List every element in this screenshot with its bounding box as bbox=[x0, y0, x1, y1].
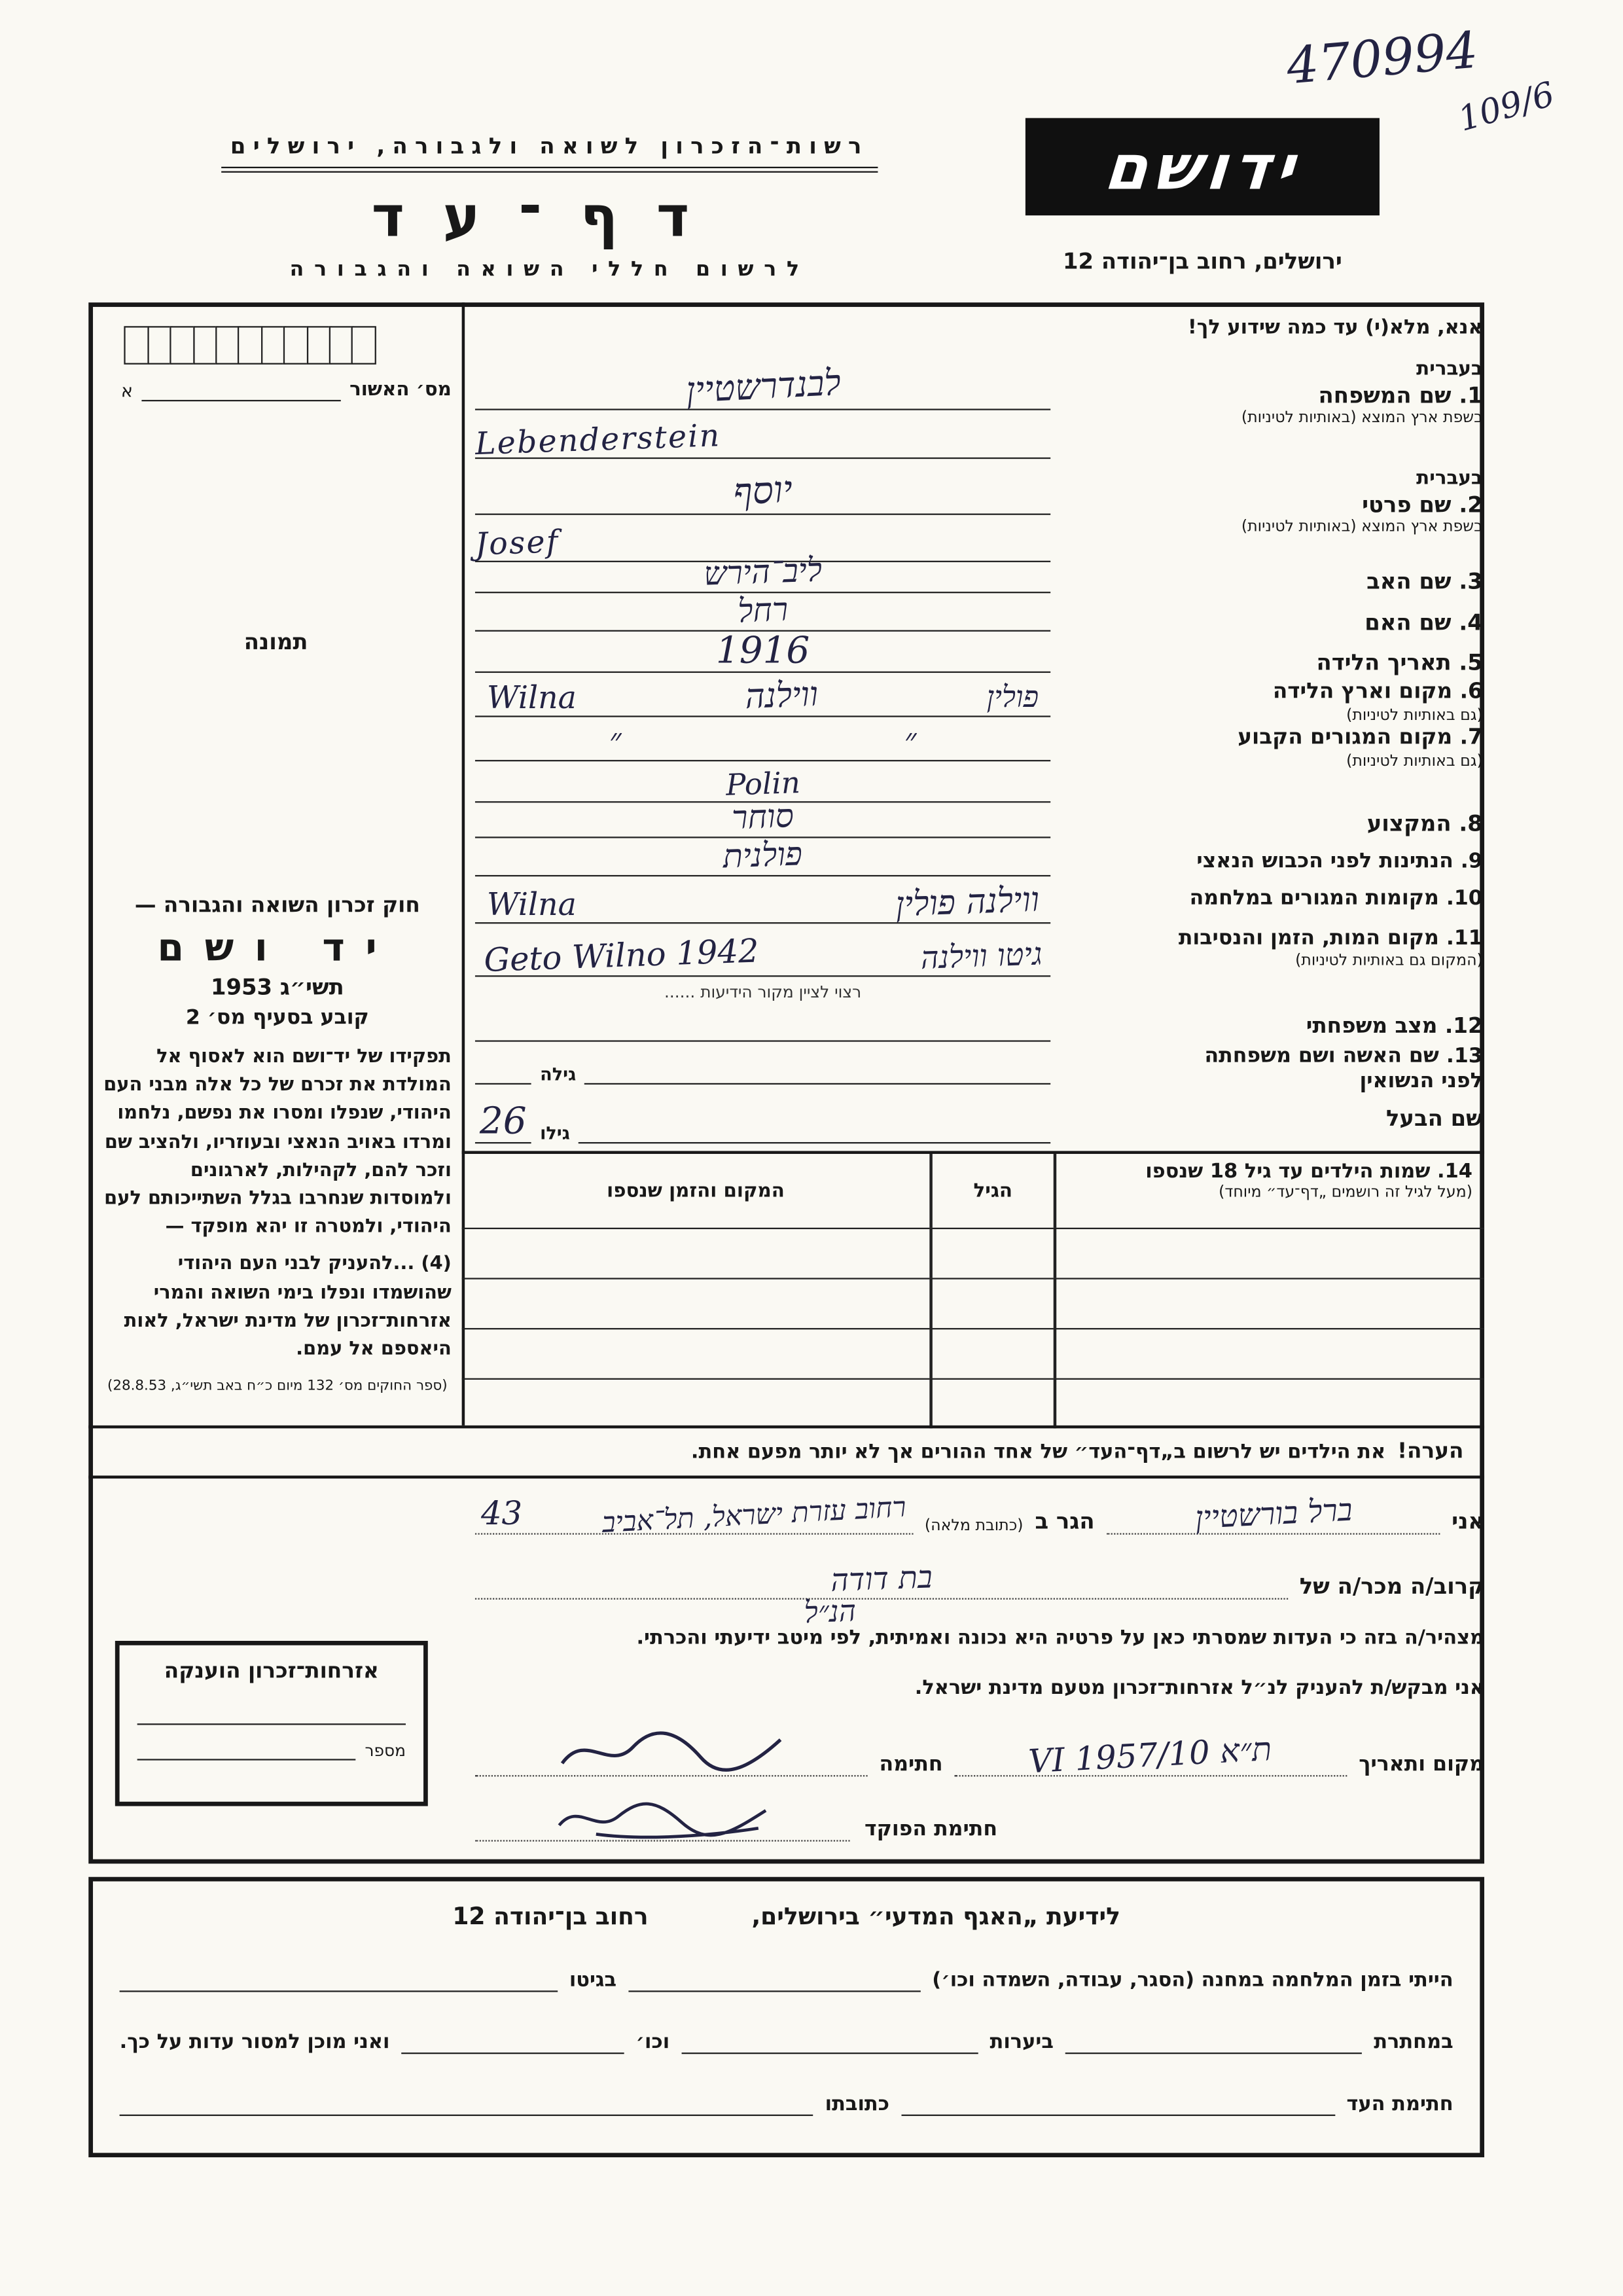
field3-label: 3. שם האב bbox=[1366, 567, 1483, 595]
wife-age-label: גילה bbox=[540, 1064, 577, 1085]
wife-age-line[interactable] bbox=[475, 1040, 531, 1085]
law-yad-vashem-name: יד ושם bbox=[157, 926, 398, 971]
field8-line[interactable] bbox=[475, 798, 1050, 838]
signature-label: חתימה bbox=[879, 1753, 943, 1777]
witness-sig-label: חתימת העד bbox=[1346, 2092, 1454, 2116]
resides-label: הגר ב bbox=[1035, 1508, 1095, 1535]
clerk-signature bbox=[552, 1796, 773, 1840]
witness-address-line-bottom[interactable] bbox=[120, 2089, 813, 2116]
field5-value: 1916 bbox=[715, 628, 810, 672]
law-title: חוק זכרון השואה והגבורה — bbox=[134, 894, 420, 918]
field10-line[interactable] bbox=[475, 878, 1050, 924]
law-block bbox=[103, 894, 452, 1394]
child-place-cell[interactable] bbox=[462, 1228, 930, 1278]
ghetto-line[interactable] bbox=[120, 1965, 558, 1992]
relation-line[interactable] bbox=[475, 1552, 1288, 1600]
field2-latin-value: Josef bbox=[474, 524, 560, 562]
field10-hebrew-value: ווילנה פולין bbox=[894, 881, 1040, 925]
relation-value: בת דודה bbox=[830, 1559, 933, 1599]
citizenship-number-row bbox=[137, 1734, 406, 1761]
field7-latin-line[interactable] bbox=[475, 764, 1050, 803]
citizenship-request-statement: אני מבקש/ת להעניק לנ״ל אזרחות־זכרון מטעם מדינת ישראל. bbox=[914, 1676, 1485, 1700]
address-line: ירושלים, רחוב בן־יהודה 12 bbox=[1063, 247, 1342, 275]
yad-vashem-logo-text: ידושם bbox=[1101, 130, 1304, 203]
witness-signature bbox=[553, 1728, 789, 1775]
field7-ditto-line[interactable] bbox=[475, 720, 1050, 761]
field3-value: ליב־הירש bbox=[703, 552, 823, 594]
forests-line[interactable] bbox=[681, 2028, 978, 2054]
field1-latin-value: Lebenderstein bbox=[474, 418, 722, 462]
husband-age-label: גילו bbox=[540, 1122, 570, 1144]
etc-label: וכו׳ bbox=[635, 2030, 670, 2054]
children-table-age-header: הגיל bbox=[929, 1154, 1053, 1228]
field1-label: בעברית 1. שם המשפחה בשפת ארץ המוצא (באותיות לטיניות) bbox=[1241, 358, 1483, 427]
child-name-cell[interactable] bbox=[1054, 1278, 1484, 1328]
notice-camp-row bbox=[120, 1965, 1454, 1992]
approval-number-row bbox=[121, 375, 452, 402]
underground-line[interactable] bbox=[1065, 2028, 1362, 2054]
approval-box-cell[interactable] bbox=[124, 326, 149, 365]
citizenship-title: אזרחות־זכרון הוענקה bbox=[164, 1660, 379, 1684]
children-table-names-header: 14. שמות הילדים עד גיל 18 שנספו (מעל לגיל זה רושמים „דף־עד״ מיוחד) bbox=[1054, 1154, 1484, 1228]
relation-label: קרוב/ה מכר/ה של bbox=[1299, 1573, 1485, 1600]
witness-address-line[interactable] bbox=[475, 1488, 913, 1540]
law-clause4: (4) ...להעניק לבני העם היהודי שהושמדו ונפלו בימי השואה והמרי אזרחות־זכרון של מדינת ישראל, לאות היאספם אל עמם. bbox=[124, 1253, 452, 1361]
wife-name-row bbox=[475, 1040, 1050, 1085]
child-age-cell[interactable] bbox=[929, 1378, 1053, 1429]
field11-latin-value: Geto Wilno 1942 bbox=[483, 933, 760, 980]
citizenship-number-label: מספר bbox=[365, 1741, 406, 1761]
field5-label: 5. תאריך הלידה bbox=[1316, 649, 1483, 676]
field13-label: 13. שם האשה ושם משפחתה לפני הנשואין bbox=[1204, 1045, 1483, 1094]
memorial-citizenship-box bbox=[115, 1641, 428, 1806]
citizenship-number-line[interactable] bbox=[137, 1734, 356, 1761]
photo-placeholder-label: תמונה bbox=[243, 628, 308, 655]
field4-line[interactable] bbox=[475, 592, 1050, 632]
child-place-cell[interactable] bbox=[462, 1328, 930, 1378]
field8-value: סוחר bbox=[731, 798, 794, 838]
witness-signature-line[interactable] bbox=[475, 1727, 868, 1777]
place-date-line[interactable] bbox=[955, 1727, 1347, 1782]
child-name-cell[interactable] bbox=[1054, 1228, 1484, 1278]
clerk-signature-line[interactable] bbox=[475, 1794, 850, 1841]
fill-instruction: אנא, מלא(י) עד כמה שידוע לך! bbox=[1187, 315, 1483, 340]
field4-value: רחל bbox=[737, 592, 789, 631]
law-clause: קובע בסעיף מס׳ 2 bbox=[185, 1006, 369, 1030]
approval-number-label: מס׳ האשור bbox=[349, 379, 452, 402]
notice-signature-row bbox=[120, 2089, 1454, 2116]
witness-address-value: רחוב עזרת ישראל, תל־אביב bbox=[601, 1491, 908, 1540]
field6-line[interactable] bbox=[475, 674, 1050, 717]
ghetto-label: בגיטו bbox=[569, 1968, 617, 1992]
citizenship-line[interactable] bbox=[137, 1683, 406, 1725]
place-date-label: מקום ותאריך bbox=[1359, 1753, 1485, 1777]
field12-label: 12. מצב משפחתי bbox=[1306, 1015, 1483, 1039]
child-name-cell[interactable] bbox=[1054, 1378, 1484, 1429]
approval-number-boxes[interactable] bbox=[127, 326, 377, 365]
husband-age-value: 26 bbox=[479, 1099, 527, 1142]
declaration-i-label: אני bbox=[1452, 1508, 1485, 1535]
org-name: רשות־הזכרון לשואה ולגבורה, ירושלים bbox=[221, 133, 878, 173]
clerk-signature-row bbox=[475, 1794, 1484, 1841]
field6-city-hebrew-value: ווילנה bbox=[744, 675, 819, 717]
notice-title-address: רחוב בן־יהודה 12 bbox=[452, 1902, 649, 1930]
camp-line[interactable] bbox=[628, 1965, 920, 1992]
science-branch-notice-box bbox=[88, 1877, 1484, 2157]
remark-strong: הערה! bbox=[1397, 1440, 1464, 1464]
witness-house-number: 43 bbox=[480, 1496, 523, 1534]
field7-latin-value: Polin bbox=[724, 764, 801, 803]
form-title: דף־עד bbox=[371, 184, 728, 250]
handwritten-file-subnumber: 109/6 bbox=[1454, 75, 1560, 140]
field6-country-value: פולין bbox=[986, 679, 1039, 715]
field5-line[interactable] bbox=[475, 628, 1050, 673]
notice-title: לידיעת „האגף המדעי״ בירושלים, bbox=[751, 1902, 1120, 1930]
witness-name-value: ברל בורשטיין bbox=[1193, 1492, 1353, 1536]
declaration-relation-row bbox=[475, 1552, 1484, 1600]
form-subtitle: לרשום חללי השואה והגבורה bbox=[289, 258, 810, 282]
field9-value: פולנית bbox=[722, 836, 804, 877]
notice-underground-row bbox=[120, 2028, 1454, 2054]
husband-name-line[interactable] bbox=[579, 1100, 1050, 1144]
field12-line[interactable] bbox=[475, 1005, 1050, 1041]
field9-line[interactable] bbox=[475, 836, 1050, 876]
field11-hebrew-value: גיטו ווילנה bbox=[919, 936, 1043, 977]
clerk-signature-label: חתימת הפוקד bbox=[865, 1818, 998, 1842]
witness-address-label: כתובתו bbox=[825, 2092, 889, 2116]
underground-label: במחתרת bbox=[1374, 2030, 1454, 2054]
child-age-cell[interactable] bbox=[929, 1278, 1053, 1328]
child-name-cell[interactable] bbox=[1054, 1328, 1484, 1378]
field1-hebrew-value: לבנדרשטיין bbox=[684, 361, 842, 412]
field10-label: 10. מקומות המגורים במלחמה bbox=[1189, 886, 1483, 911]
children-table bbox=[462, 1151, 1484, 1429]
field11-line[interactable] bbox=[475, 925, 1050, 980]
field6-latin-value: Wilna bbox=[487, 680, 577, 716]
law-body: תפקידו של יד־ושם הוא לאסוף אל המולדת את זכרם של כל אלה מבני העם היהודי, שנפלו ומסרו את נפשם, נלחמו ומרדו באויב הנאצי ובעוזריו, ולהציב שם וזכר להם, לקהילות, לארגונים ולמוסדות שנחרבו בגלל השתייכותם לעם היהודי, ולמטרה זו יהא מופקד — bbox=[103, 1046, 452, 1238]
forests-label: ביערות bbox=[990, 2030, 1054, 2054]
law-year: תשי״ג 1953 bbox=[210, 973, 344, 1001]
field3-line[interactable] bbox=[475, 549, 1050, 594]
field2-hebrew-value: יוסף bbox=[732, 467, 794, 514]
handwritten-file-number: 470994 bbox=[1284, 21, 1480, 97]
field11-label: 11. מקום המות, הזמן והנסיבות (המקום גם באותיות לטיניות) bbox=[1178, 926, 1483, 970]
child-place-cell[interactable] bbox=[462, 1378, 930, 1429]
relation-of-value: הנ״ל bbox=[803, 1592, 857, 1630]
child-age-cell[interactable] bbox=[929, 1328, 1053, 1378]
approval-mark: א bbox=[120, 380, 133, 402]
place-date-value: ת״א 10/VI 1957 bbox=[1028, 1732, 1274, 1782]
field2-hebrew-line[interactable] bbox=[475, 469, 1050, 515]
field1-latin-line[interactable] bbox=[474, 413, 1050, 462]
field1-hebrew-line[interactable] bbox=[475, 363, 1050, 410]
declaration-identity-row bbox=[475, 1488, 1485, 1540]
children-table-place-header: המקום והזמן שנספו bbox=[607, 1179, 785, 1202]
full-address-note: (כתובת מלאה) bbox=[924, 1516, 1024, 1535]
witness-sig-line[interactable] bbox=[901, 2089, 1335, 2116]
field2-label: בעברית 2. שם פרטי בשפת ארץ המוצא (באותיות לטיניות) bbox=[1241, 467, 1483, 536]
husband-name-row bbox=[475, 1100, 1050, 1144]
field7-ditto-mark: ״ bbox=[904, 723, 917, 761]
wife-name-line[interactable] bbox=[585, 1040, 1051, 1085]
declaration-statement: מצהיר/ה בזה כי העדות שמסרתי כאן על פרטיה היא נכונה ואמיתית, לפי מיטב ידיעתי והכרתי. bbox=[636, 1626, 1485, 1650]
yad-vashem-logo bbox=[1026, 118, 1380, 215]
field7-ditto-mark2: ״ bbox=[609, 723, 622, 761]
child-place-cell[interactable] bbox=[462, 1278, 930, 1328]
notice-title-row bbox=[93, 1902, 1480, 1930]
field10-latin-value: Wilna bbox=[486, 886, 577, 923]
field6-label: 6. מקום וארץ הלידה (גם באותיות לטיניות) bbox=[1272, 680, 1483, 725]
field8-label: 8. המקצוע bbox=[1366, 810, 1483, 837]
etc-line[interactable] bbox=[402, 2028, 624, 2054]
field11-source-note: רצוי לציין מקור הידיעות ...... bbox=[664, 982, 862, 1002]
place-date-signature-row bbox=[475, 1727, 1485, 1782]
ready-to-testify-text: ואני מוכן למסור עדות על כך. bbox=[119, 2030, 390, 2054]
form-header bbox=[221, 133, 878, 282]
law-footnote: (ספר החוקים מס׳ 132 מיום כ״ח באב תשי״ג, 28.8.53) bbox=[107, 1378, 448, 1395]
husband-name-label: שם הבעל bbox=[1385, 1105, 1483, 1132]
witness-name-line[interactable] bbox=[1107, 1488, 1440, 1535]
remark-row bbox=[88, 1426, 1484, 1479]
child-age-cell[interactable] bbox=[929, 1228, 1053, 1278]
husband-age-line[interactable] bbox=[475, 1100, 531, 1144]
approval-number-line[interactable] bbox=[142, 375, 341, 402]
remark-text: את הילדים יש לרשום ב„דף־העד״ של אחד ההורים אך לא יותר מפעם אחת. bbox=[690, 1440, 1386, 1464]
field4-label: 4. שם האם bbox=[1364, 609, 1483, 636]
camp-label: הייתי בזמן המלחמה במחנה (הסגר, עבודה, השמדה וכו׳) bbox=[932, 1968, 1454, 1992]
field7-label: 7. מקום המגורים הקבוע (גם באותיות לטיניות) bbox=[1238, 726, 1483, 770]
field9-label: 9. הנתינות לפני הכבוש הנאצי bbox=[1196, 850, 1483, 874]
